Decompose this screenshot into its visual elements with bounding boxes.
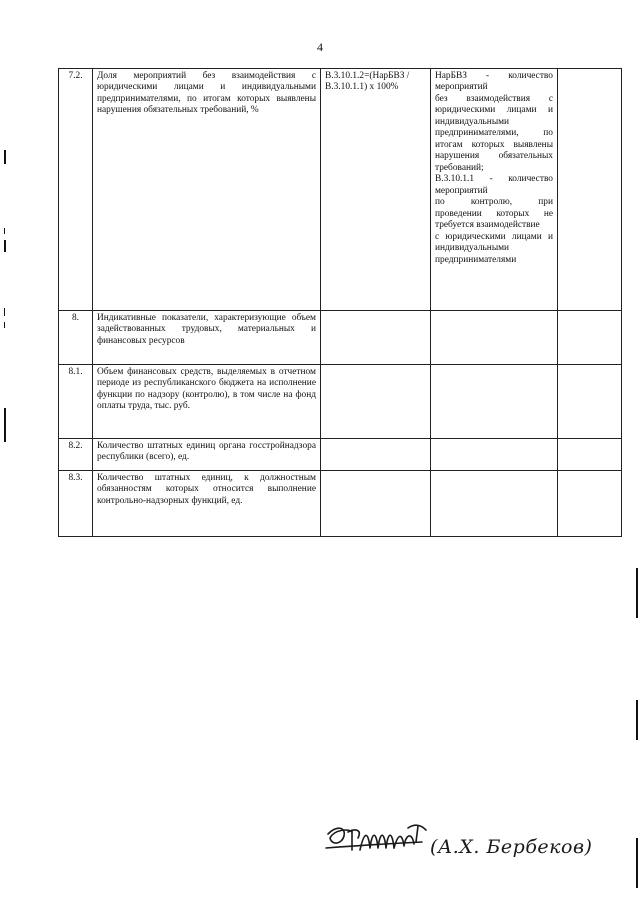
- indicator-formula: [321, 471, 431, 537]
- indicator-description: [431, 311, 558, 365]
- indicator-name: Объем финансовых средств, выделяемых в отчетном периоде из республиканского бюджета на исполнение функции по надзору (контролю), в том числе на фонд оплаты труда, тыс. руб.: [93, 365, 321, 439]
- scan-margin-mark: [4, 150, 6, 164]
- indicator-name: Доля мероприятий без взаимодействия с юридическими лицами и индивидуальными предпринимателями, по итогам которых выявлены нарушения обязательных требований, %: [93, 69, 321, 311]
- indicator-description: [431, 365, 558, 439]
- scan-margin-mark: [636, 700, 638, 740]
- signature-name: (А.Х. Бербеков): [430, 836, 593, 858]
- scan-margin-mark: [636, 568, 638, 618]
- description-line: по контролю, при проведении которых не требуется взаимодействие: [435, 197, 553, 231]
- table-row: [59, 69, 622, 311]
- indicator-formula: [321, 311, 431, 365]
- description-line: НарБВЗ - количество мероприятий: [435, 71, 553, 93]
- table-row: [59, 365, 622, 439]
- indicator-name: Количество штатных единиц, к должностным обязанностям которых относится выполнение контрольно-надзорных функций, ед.: [93, 471, 321, 537]
- indicator-name: Индикативные показатели, характеризующие объем задействованных трудовых, материальных и финансовых ресурсов: [93, 311, 321, 365]
- empty-cell: [558, 471, 622, 537]
- description-line: с юридическими лицами и индивидуальными предпринимателями: [435, 231, 553, 265]
- scan-margin-mark: [4, 240, 6, 252]
- indicator-formula: В.3.10.1.2=(НарБВЗ / В.3.10.1.1) x 100%: [321, 69, 431, 311]
- indicator-formula: [321, 365, 431, 439]
- row-number: 8.1.: [59, 365, 93, 439]
- row-number: 8.: [59, 311, 93, 365]
- row-number: 8.3.: [59, 471, 93, 537]
- indicator-description: [431, 69, 558, 311]
- page-number: 4: [317, 40, 323, 54]
- description-line: В.3.10.1.1 - количество мероприятий: [435, 174, 553, 196]
- indicator-description: [431, 439, 558, 471]
- scan-margin-mark: [636, 838, 638, 888]
- table-row: [59, 471, 622, 537]
- indicators-table: [58, 68, 622, 537]
- description-line: без взаимодействия с юридическими лицами и индивидуальными предпринимателями, по итогам которых выявлены нарушения обязательных требований;: [435, 93, 553, 173]
- scan-margin-mark: [4, 308, 5, 316]
- table-row: [59, 311, 622, 365]
- handwritten-signature: [322, 808, 432, 878]
- signature-block: [322, 808, 612, 878]
- row-number: 7.2.: [59, 69, 93, 311]
- empty-cell: [558, 69, 622, 311]
- empty-cell: [558, 365, 622, 439]
- empty-cell: [558, 439, 622, 471]
- scan-margin-mark: [4, 228, 5, 234]
- scan-margin-mark: [4, 322, 5, 328]
- row-number: 8.2.: [59, 439, 93, 471]
- indicator-name: Количество штатных единиц органа госстройнадзора республики (всего), ед.: [93, 439, 321, 471]
- indicator-formula: [321, 439, 431, 471]
- scan-margin-mark: [4, 408, 6, 442]
- indicator-description: [431, 471, 558, 537]
- table-row: [59, 439, 622, 471]
- empty-cell: [558, 311, 622, 365]
